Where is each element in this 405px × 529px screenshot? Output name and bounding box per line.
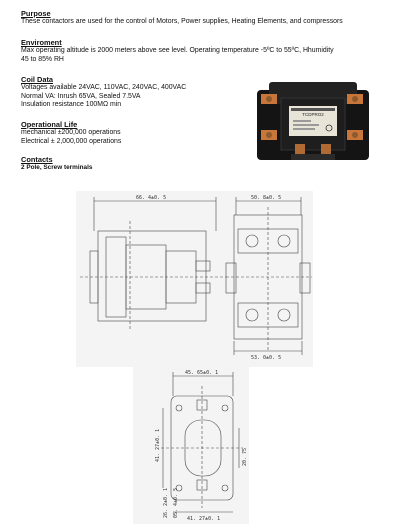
purpose-text: These contactors are used for the control of Motors, Power supplies, Heating Elements, and compressors <box>21 18 343 25</box>
contacts-heading: Contacts <box>21 155 53 164</box>
operational-life-line-1: mechanical ±200,000 operations <box>21 129 121 136</box>
operational-life-section <box>21 120 241 146</box>
terminal-bottom-left <box>261 130 277 140</box>
contactor-photo <box>247 68 379 168</box>
operational-life-heading: Operational Life <box>21 120 78 129</box>
terminal-top-left <box>261 94 277 104</box>
dim-left: 41. 27±0. 1 <box>155 428 161 462</box>
drawing-base-view <box>133 366 249 524</box>
dim-width-front: 50. 8±0. 5 <box>251 195 282 201</box>
environment-line-1: Max operating altitude is 2000 meters above see level. Operating temperature -5ºC to 55ºC, Hhumidity <box>21 47 334 54</box>
dim-bottom-base: 41. 27±0. 1 <box>187 516 221 522</box>
dim-top: 45. 65±0. 1 <box>185 370 219 376</box>
dim-vertical-a: 26. 2±0. 1 <box>163 487 169 518</box>
dim-bottom: 53. 0±0. 5 <box>251 355 282 361</box>
drawing-side-front <box>76 191 313 367</box>
coil-data-heading: Coil Data <box>21 75 54 84</box>
coil-data-line-3: Insulation resistance 100MΩ min <box>21 101 122 109</box>
contacts-text: 2 Pole, Screw terminals <box>21 164 93 171</box>
operational-life-line-2: Electrical ± 2,000,000 operations <box>21 137 122 145</box>
terminal-bottom-right <box>347 130 363 140</box>
dim-vertical-b: 05. 4±0. 5 <box>173 487 179 518</box>
brand-label: TCDPRO2 <box>302 112 324 117</box>
coil-data-section <box>21 75 241 110</box>
coil-data-line-2: Normal VA: Inrush 65VA, Sealed 7.5VA <box>21 92 141 100</box>
terminal-top-right <box>347 94 363 104</box>
environment-section <box>21 38 391 64</box>
environment-heading: Enviroment <box>21 38 62 47</box>
product-label <box>289 106 337 136</box>
purpose-heading: Purpose <box>21 9 51 18</box>
dim-width-side: 66. 4±0. 5 <box>136 195 167 201</box>
dim-right: 20. 75 <box>242 447 248 466</box>
coil-data-line-1: Voltages available 24VAC, 110VAC, 240VAC, 400VAC <box>21 84 187 91</box>
purpose-section <box>21 9 391 27</box>
contacts-section <box>21 155 241 173</box>
environment-line-2: 45 to 85% RH <box>21 55 64 63</box>
